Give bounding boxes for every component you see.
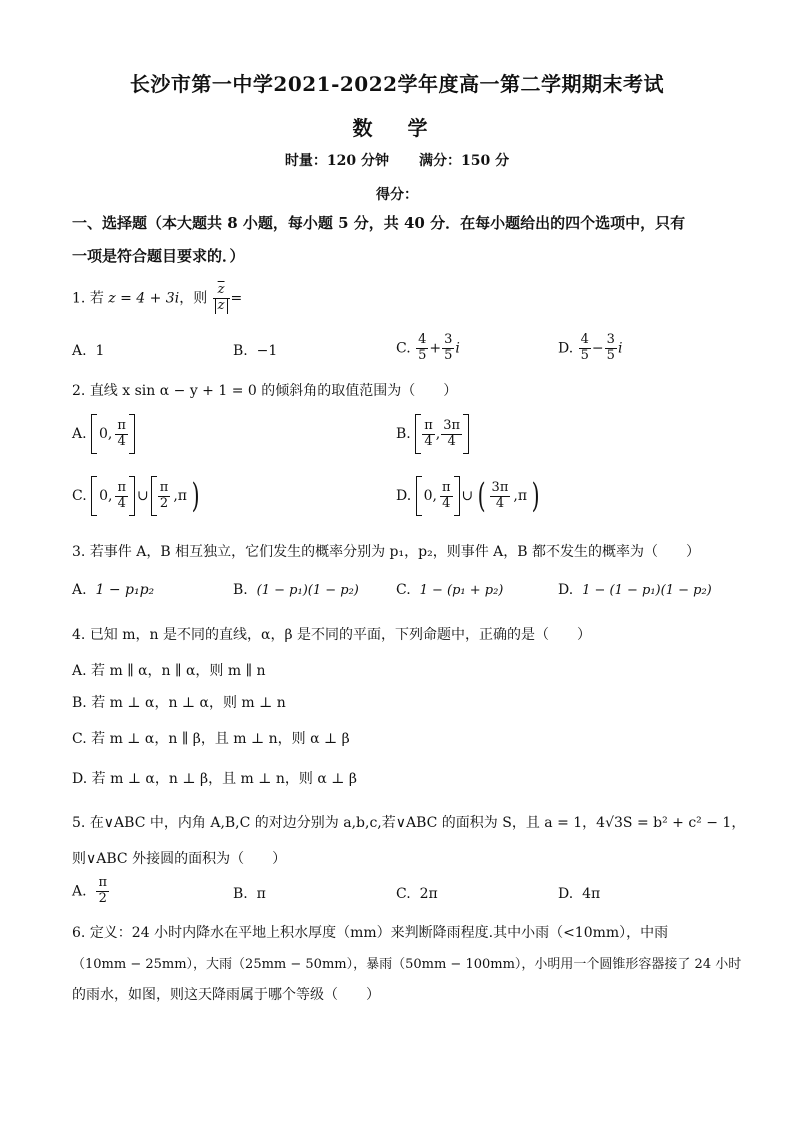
question-2-stem: 2. 直线 x sin α − y + 1 = 0 的倾斜角的取值范围为（ ）	[72, 383, 458, 399]
exam-meta	[0, 150, 794, 170]
q5-option-b: B. π	[233, 886, 266, 902]
question-6-stem-line3: 的雨水，如图，则这天降雨属于哪个等级（ ）	[72, 987, 380, 1003]
section-heading-line2: 一项是符合题目要求的．）	[72, 247, 245, 265]
question-1-stem: 1. 若 z = 4 + 3i，则 $\frac{\overline{z}}{z}$ =	[72, 282, 243, 313]
q3-option-a: A. 1 − p₁p₂	[72, 582, 155, 598]
q2-option-d: D. 0, $\frac{\pi}{4}$ ∪ ( $\frac{3\pi}{4}$ ,π )	[396, 476, 540, 516]
q1-option-d: D. $\frac{4}{5}$ − $\frac{3}{5}$ i	[558, 332, 623, 363]
fraction-denominator: z	[215, 299, 228, 314]
q3-option-d: D. 1 − (1 − p₁)(1 − p₂)	[558, 582, 712, 598]
question-5-stem-line1: 5. 在∨ABC 中，内角 A,B,C 的对边分别为 a,b,c,若∨ABC 的面积为 S，且 a = 1，4√3S = b² + c² − 1，	[72, 815, 746, 831]
stem-suffix: ，则	[179, 290, 208, 307]
stem-expression: z = 4 + 3i	[108, 290, 180, 307]
time-limit: 时量：120 分钟	[284, 153, 389, 169]
exam-title: 长沙市第一中学2021-2022学年度高一第二学期期末考试	[129, 72, 665, 96]
q4-option-a: A. 若 m ∥ α，n ∥ α，则 m ∥ n	[72, 663, 266, 679]
q2-option-b: B. $\frac{\pi}{4}$ , $\frac{3\pi}{4}$	[396, 414, 469, 454]
question-5-stem-line2: 则∨ABC 外接圆的面积为（ ）	[72, 851, 287, 867]
question-6-stem-line2: （10mm − 25mm），大雨（25mm − 50mm），暴雨（50mm − 100mm），小明用一个圆锥形容器接了 24 小时	[72, 957, 742, 972]
q4-option-c: C. 若 m ⊥ α，n ∥ β，且 m ⊥ n，则 α ⊥ β	[72, 731, 350, 747]
q3-option-c: C. 1 − (p₁ + p₂)	[396, 582, 504, 598]
subject-title: 数 学	[352, 116, 442, 140]
question-6-stem-line1: 6. 定义：24 小时内降水在平地上积水厚度（mm）来判断降雨程度.其中小雨（<10mm），中雨	[72, 925, 669, 941]
stem-prefix: 若	[89, 290, 104, 307]
q4-option-d: D. 若 m ⊥ α，n ⊥ β，且 m ⊥ n，则 α ⊥ β	[72, 771, 357, 787]
section-heading-line1: 一、选择题（本大题共 8 小题，每小题 5 分，共 40 分．在每小题给出的四个选项中，只有	[72, 214, 686, 232]
q4-option-b: B. 若 m ⊥ α，n ⊥ α，则 m ⊥ n	[72, 695, 286, 711]
conjugate-over-modulus-fraction	[213, 283, 230, 314]
q2-option-c: C. 0, $\frac{\pi}{4}$ ∪ $\frac{\pi}{2}$ ,π )	[72, 476, 200, 516]
q1-option-a: A. 1	[72, 343, 105, 359]
full-score: 满分：150 分	[419, 153, 510, 169]
q2-option-a: A. 0, $\frac{\pi}{4}$	[72, 414, 135, 454]
q5-option-c: C. 2π	[396, 886, 438, 902]
question-4-stem: 4. 已知 m，n 是不同的直线，α，β 是不同的平面，下列命题中，正确的是（ ）	[72, 627, 592, 643]
fraction-numerator: $\overline{z}$	[213, 283, 230, 299]
q1-option-b: B. −1	[233, 343, 278, 359]
question-number: 1.	[72, 290, 86, 307]
question-3-stem: 3. 若事件 A，B 相互独立，它们发生的概率分别为 p₁，p₂，则事件 A，B 都不发生的概率为（ ）	[72, 544, 701, 560]
q1-option-c: C. $\frac{4}{5}$ + $\frac{3}{5}$ i	[396, 332, 460, 363]
q3-option-b: B. (1 − p₁)(1 − p₂)	[233, 582, 359, 598]
score-label: 得分：	[376, 187, 418, 203]
q5-option-a: A. $\frac{\pi}{2}$	[72, 875, 108, 906]
q5-option-d: D. 4π	[558, 886, 601, 902]
